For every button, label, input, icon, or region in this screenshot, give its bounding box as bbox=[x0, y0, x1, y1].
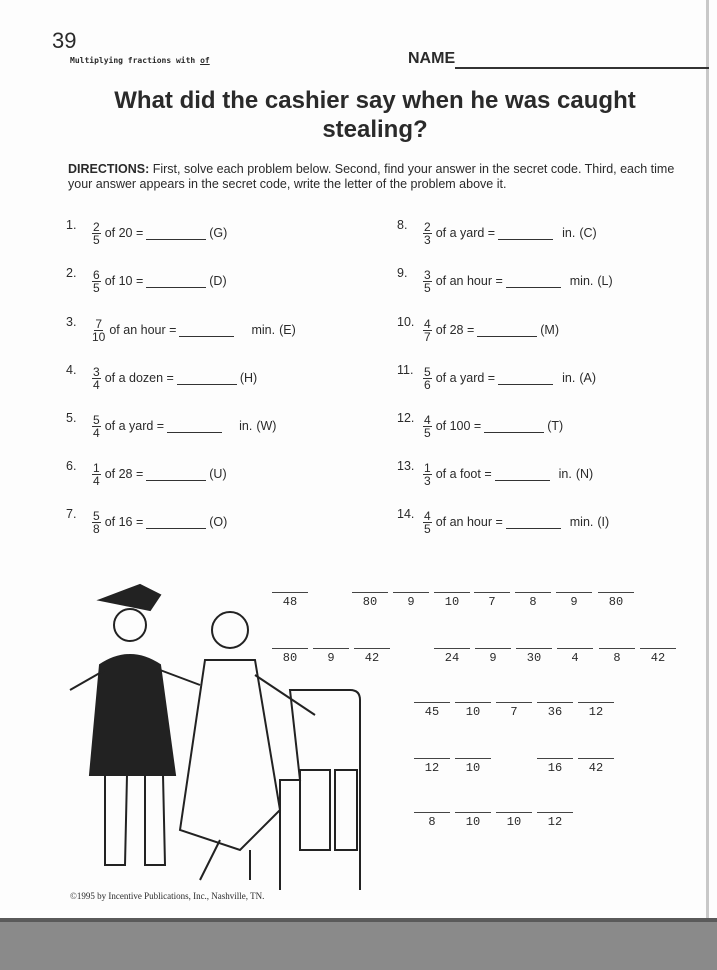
problem-text: of 20 = bbox=[104, 226, 144, 240]
directions-label: DIRECTIONS: bbox=[68, 162, 150, 176]
subtitle-of: of bbox=[200, 56, 210, 65]
fraction bbox=[423, 510, 432, 535]
problem-letter: (M) bbox=[540, 323, 560, 337]
code-blank[interactable]: 12 bbox=[537, 812, 573, 829]
problem-text: of 10 = bbox=[104, 274, 144, 288]
answer-blank[interactable] bbox=[167, 420, 222, 433]
unit: in. bbox=[562, 371, 576, 385]
fraction bbox=[92, 462, 101, 487]
scanner-background bbox=[0, 922, 717, 970]
code-blank[interactable]: 42 bbox=[640, 648, 676, 665]
code-blank[interactable]: 42 bbox=[578, 758, 614, 775]
fraction bbox=[92, 510, 101, 535]
numerator: 2 bbox=[424, 219, 431, 234]
problem-1 bbox=[66, 218, 227, 248]
problem-text: of a yard = bbox=[435, 226, 496, 240]
code-blank[interactable]: 9 bbox=[475, 648, 511, 665]
code-blank[interactable]: 24 bbox=[434, 648, 470, 665]
problem-10 bbox=[397, 315, 559, 345]
code-blank[interactable]: 8 bbox=[515, 592, 551, 609]
unit: min. bbox=[569, 274, 594, 288]
copyright: ©1995 by Incentive Publications, Inc., Nashville, TN. bbox=[70, 891, 265, 901]
answer-blank[interactable] bbox=[179, 324, 234, 337]
numerator: 3 bbox=[93, 364, 100, 379]
subtitle-text: Multiplying fractions with bbox=[70, 56, 196, 65]
fraction bbox=[92, 414, 101, 439]
answer-blank[interactable] bbox=[177, 372, 237, 385]
fraction bbox=[423, 462, 432, 487]
code-blank[interactable]: 36 bbox=[537, 702, 573, 719]
problem-letter: (T) bbox=[547, 419, 564, 433]
answer-blank[interactable] bbox=[477, 324, 537, 337]
problem-number: 9. bbox=[397, 266, 408, 280]
answer-blank[interactable] bbox=[146, 275, 206, 288]
problem-letter: (I) bbox=[597, 515, 610, 529]
numerator: 4 bbox=[424, 412, 431, 427]
code-blank[interactable]: 9 bbox=[313, 648, 349, 665]
code-blank[interactable]: 30 bbox=[516, 648, 552, 665]
answer-blank[interactable] bbox=[484, 420, 544, 433]
answer-blank[interactable] bbox=[146, 468, 206, 481]
numerator: 2 bbox=[93, 219, 100, 234]
problem-3 bbox=[66, 315, 296, 345]
code-blank[interactable]: 9 bbox=[393, 592, 429, 609]
code-blank[interactable]: 7 bbox=[496, 702, 532, 719]
problem-4 bbox=[66, 363, 257, 393]
scan-edge bbox=[706, 0, 709, 920]
answer-blank[interactable] bbox=[498, 227, 553, 240]
fraction bbox=[423, 318, 432, 343]
numerator: 5 bbox=[93, 508, 100, 523]
code-blank[interactable]: 42 bbox=[354, 648, 390, 665]
denominator: 3 bbox=[424, 473, 431, 488]
unit: min. bbox=[251, 323, 276, 337]
unit: in. bbox=[558, 467, 572, 481]
problem-letter: (A) bbox=[579, 371, 596, 385]
code-blank[interactable]: 45 bbox=[414, 702, 450, 719]
problem-text: of a dozen = bbox=[104, 371, 174, 385]
problem-12 bbox=[397, 411, 563, 441]
problem-letter: (L) bbox=[597, 274, 613, 288]
code-blank[interactable]: 10 bbox=[455, 758, 491, 775]
name-label: NAME bbox=[408, 50, 456, 67]
problem-letter: (O) bbox=[209, 515, 228, 529]
code-blank[interactable]: 80 bbox=[272, 648, 308, 665]
problem-text: of a yard = bbox=[435, 371, 496, 385]
code-blank[interactable]: 8 bbox=[414, 812, 450, 829]
problem-text: of an hour = bbox=[109, 323, 177, 337]
problem-text: of a foot = bbox=[435, 467, 492, 481]
numerator: 7 bbox=[95, 316, 103, 331]
denominator: 5 bbox=[424, 280, 431, 295]
denominator: 4 bbox=[93, 425, 100, 440]
fraction bbox=[423, 269, 432, 294]
fraction bbox=[423, 366, 432, 391]
problem-text: of 28 = bbox=[104, 467, 144, 481]
problem-number: 12. bbox=[397, 411, 415, 425]
problem-text: of a yard = bbox=[104, 419, 165, 433]
problem-number: 2. bbox=[66, 266, 77, 280]
problem-text: of 28 = bbox=[435, 323, 475, 337]
denominator: 8 bbox=[93, 521, 100, 536]
denominator: 5 bbox=[424, 425, 431, 440]
problem-number: 4. bbox=[66, 363, 77, 377]
directions bbox=[68, 162, 698, 192]
unit: min. bbox=[569, 515, 594, 529]
problem-number: 14. bbox=[397, 507, 415, 521]
fraction bbox=[92, 318, 105, 343]
code-blank[interactable]: 9 bbox=[556, 592, 592, 609]
fraction bbox=[92, 269, 101, 294]
code-blank[interactable]: 8 bbox=[599, 648, 635, 665]
code-blank[interactable]: 10 bbox=[455, 812, 491, 829]
numerator: 5 bbox=[93, 412, 100, 427]
code-blank[interactable]: 10 bbox=[455, 702, 491, 719]
problem-letter: (G) bbox=[209, 226, 228, 240]
problem-letter: (H) bbox=[239, 371, 258, 385]
numerator: 3 bbox=[424, 267, 431, 282]
problem-letter: (D) bbox=[209, 274, 227, 288]
problem-number: 5. bbox=[66, 411, 77, 425]
code-blank[interactable]: 12 bbox=[414, 758, 450, 775]
problem-text: of an hour = bbox=[435, 274, 503, 288]
page-number: 39 bbox=[52, 28, 77, 53]
denominator: 4 bbox=[93, 377, 100, 392]
code-blank[interactable]: 7 bbox=[474, 592, 510, 609]
fraction bbox=[423, 414, 432, 439]
problem-6 bbox=[66, 459, 227, 489]
denominator: 10 bbox=[92, 329, 106, 344]
problem-9 bbox=[397, 266, 613, 296]
denominator: 4 bbox=[93, 473, 100, 488]
page-title: What did the cashier say when he was caught stealing? bbox=[114, 87, 636, 143]
numerator: 5 bbox=[424, 364, 431, 379]
problem-5 bbox=[66, 411, 276, 441]
denominator: 5 bbox=[93, 280, 100, 295]
problem-number: 1. bbox=[66, 218, 77, 232]
name-field-line[interactable] bbox=[455, 67, 709, 69]
answer-blank[interactable] bbox=[506, 516, 561, 529]
problem-13 bbox=[397, 459, 593, 489]
fraction bbox=[423, 221, 432, 246]
problem-number: 7. bbox=[66, 507, 77, 521]
denominator: 5 bbox=[93, 232, 100, 247]
answer-blank[interactable] bbox=[498, 372, 553, 385]
denominator: 7 bbox=[424, 329, 431, 344]
problem-7 bbox=[66, 507, 227, 537]
problem-letter: (N) bbox=[575, 467, 594, 481]
fraction bbox=[92, 366, 101, 391]
answer-blank[interactable] bbox=[146, 227, 206, 240]
denominator: 3 bbox=[424, 232, 431, 247]
answer-blank[interactable] bbox=[506, 275, 561, 288]
code-blank[interactable]: 12 bbox=[578, 702, 614, 719]
problem-2 bbox=[66, 266, 227, 296]
denominator: 5 bbox=[424, 521, 431, 536]
numerator: 6 bbox=[93, 267, 100, 282]
problem-number: 6. bbox=[66, 459, 77, 473]
code-blank[interactable]: 80 bbox=[598, 592, 634, 609]
code-blank[interactable]: 4 bbox=[557, 648, 593, 665]
problem-number: 8. bbox=[397, 218, 408, 232]
numerator: 1 bbox=[93, 460, 100, 475]
problem-letter: (W) bbox=[256, 419, 277, 433]
directions-text: First, solve each problem below. Second, find your answer in the secret code. Third, each time your answer appears in the secret code, write the letter of the problem above it. bbox=[68, 162, 675, 191]
problem-14 bbox=[397, 507, 609, 537]
problem-letter: (U) bbox=[209, 467, 227, 481]
answer-blank[interactable] bbox=[146, 516, 206, 529]
problem-number: 10. bbox=[397, 315, 415, 329]
cop-and-cashier-illustration bbox=[60, 570, 380, 890]
fraction bbox=[92, 221, 101, 246]
numerator: 1 bbox=[424, 460, 431, 475]
code-blank[interactable]: 16 bbox=[537, 758, 573, 775]
answer-blank[interactable] bbox=[495, 468, 550, 481]
problem-11 bbox=[397, 363, 596, 393]
code-blank[interactable]: 48 bbox=[272, 592, 308, 609]
problem-text: of 16 = bbox=[104, 515, 144, 529]
unit: in. bbox=[562, 226, 576, 240]
code-blank[interactable]: 10 bbox=[496, 812, 532, 829]
code-blank[interactable]: 80 bbox=[352, 592, 388, 609]
problem-letter: (C) bbox=[579, 226, 597, 240]
problem-letter: (E) bbox=[279, 323, 296, 337]
problem-text: of 100 = bbox=[435, 419, 482, 433]
unit: in. bbox=[239, 419, 253, 433]
problem-8 bbox=[397, 218, 597, 248]
topic-subtitle bbox=[70, 56, 210, 65]
problem-number: 3. bbox=[66, 315, 77, 329]
numerator: 4 bbox=[424, 316, 431, 331]
problem-number: 11. bbox=[397, 363, 414, 377]
denominator: 6 bbox=[424, 377, 431, 392]
numerator: 4 bbox=[424, 508, 431, 523]
code-blank[interactable]: 10 bbox=[434, 592, 470, 609]
problem-text: of an hour = bbox=[435, 515, 503, 529]
problem-number: 13. bbox=[397, 459, 415, 473]
